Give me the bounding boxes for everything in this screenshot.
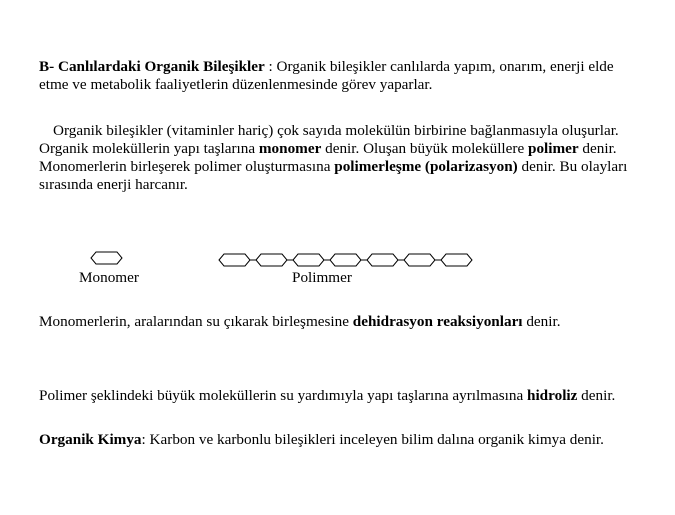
polymer-unit-hexagon bbox=[404, 254, 435, 266]
monomer-polymer-paragraph bbox=[39, 122, 639, 194]
p3-text-1: Monomerlerin, aralarından su çıkarak birleşmesine bbox=[39, 313, 353, 330]
p2-text-4: denir. Bu olayları sırasında enerji harcanır. bbox=[39, 158, 628, 193]
p2-text-1: Organik bileşikler (vitaminler hariç) çok sayıda molekülün birbirine bağlanmasıyla oluşurlar. Organik moleküllerin yapı taşlarına bbox=[39, 122, 619, 157]
organic-chemistry-term: Organik Kimya bbox=[39, 431, 142, 448]
dehydration-term: dehidrasyon reaksiyonları bbox=[352, 313, 523, 330]
monomer-label: Monomer bbox=[79, 269, 139, 286]
p3-text-2: denir. bbox=[522, 313, 561, 330]
polymer-term: polimer bbox=[528, 140, 579, 157]
polymer-unit-hexagon bbox=[219, 254, 250, 266]
p2-text-2: denir. Oluşan büyük moleküllere bbox=[321, 140, 528, 157]
p4-text-2: denir. bbox=[577, 387, 616, 404]
section-b-paragraph bbox=[39, 58, 639, 94]
polymer-unit-hexagon bbox=[256, 254, 287, 266]
monomer-shape bbox=[91, 252, 122, 264]
organic-chemistry-paragraph bbox=[39, 431, 639, 449]
polymer-chain bbox=[219, 254, 472, 266]
polymer-unit-hexagon bbox=[330, 254, 361, 266]
polymer-unit-hexagon bbox=[441, 254, 472, 266]
polymerization-term: polimerleşme (polarizasyon) bbox=[334, 158, 518, 175]
p2-text-3: denir. Monomerlerin birleşerek polimer oluşturmasına bbox=[39, 140, 617, 175]
p4-text-1: Polimer şeklindeki büyük moleküllerin su yardımıyla yapı taşlarına ayrılmasına bbox=[39, 387, 528, 404]
p5-text-1: : Karbon ve karbonlu bileşikleri inceleyen bilim dalına organik kimya denir. bbox=[141, 431, 604, 448]
polymer-label: Polimmer bbox=[292, 269, 352, 286]
section-b-text: : Organik bileşikler canlılarda yapım, onarım, enerji elde etme ve metabolik faaliyetlerin düzenlenmesinde görev yaparlar. bbox=[39, 58, 614, 93]
polymer-unit-hexagon bbox=[367, 254, 398, 266]
dehydration-paragraph bbox=[39, 313, 639, 331]
monomer-hexagon bbox=[91, 252, 122, 264]
section-b-heading: B- Canlılardaki Organik Bileşikler bbox=[39, 58, 265, 75]
hydrolysis-paragraph bbox=[39, 387, 639, 405]
monomer-term: monomer bbox=[258, 140, 322, 157]
polymer-unit-hexagon bbox=[293, 254, 324, 266]
hydrolysis-term: hidroliz bbox=[527, 387, 578, 404]
